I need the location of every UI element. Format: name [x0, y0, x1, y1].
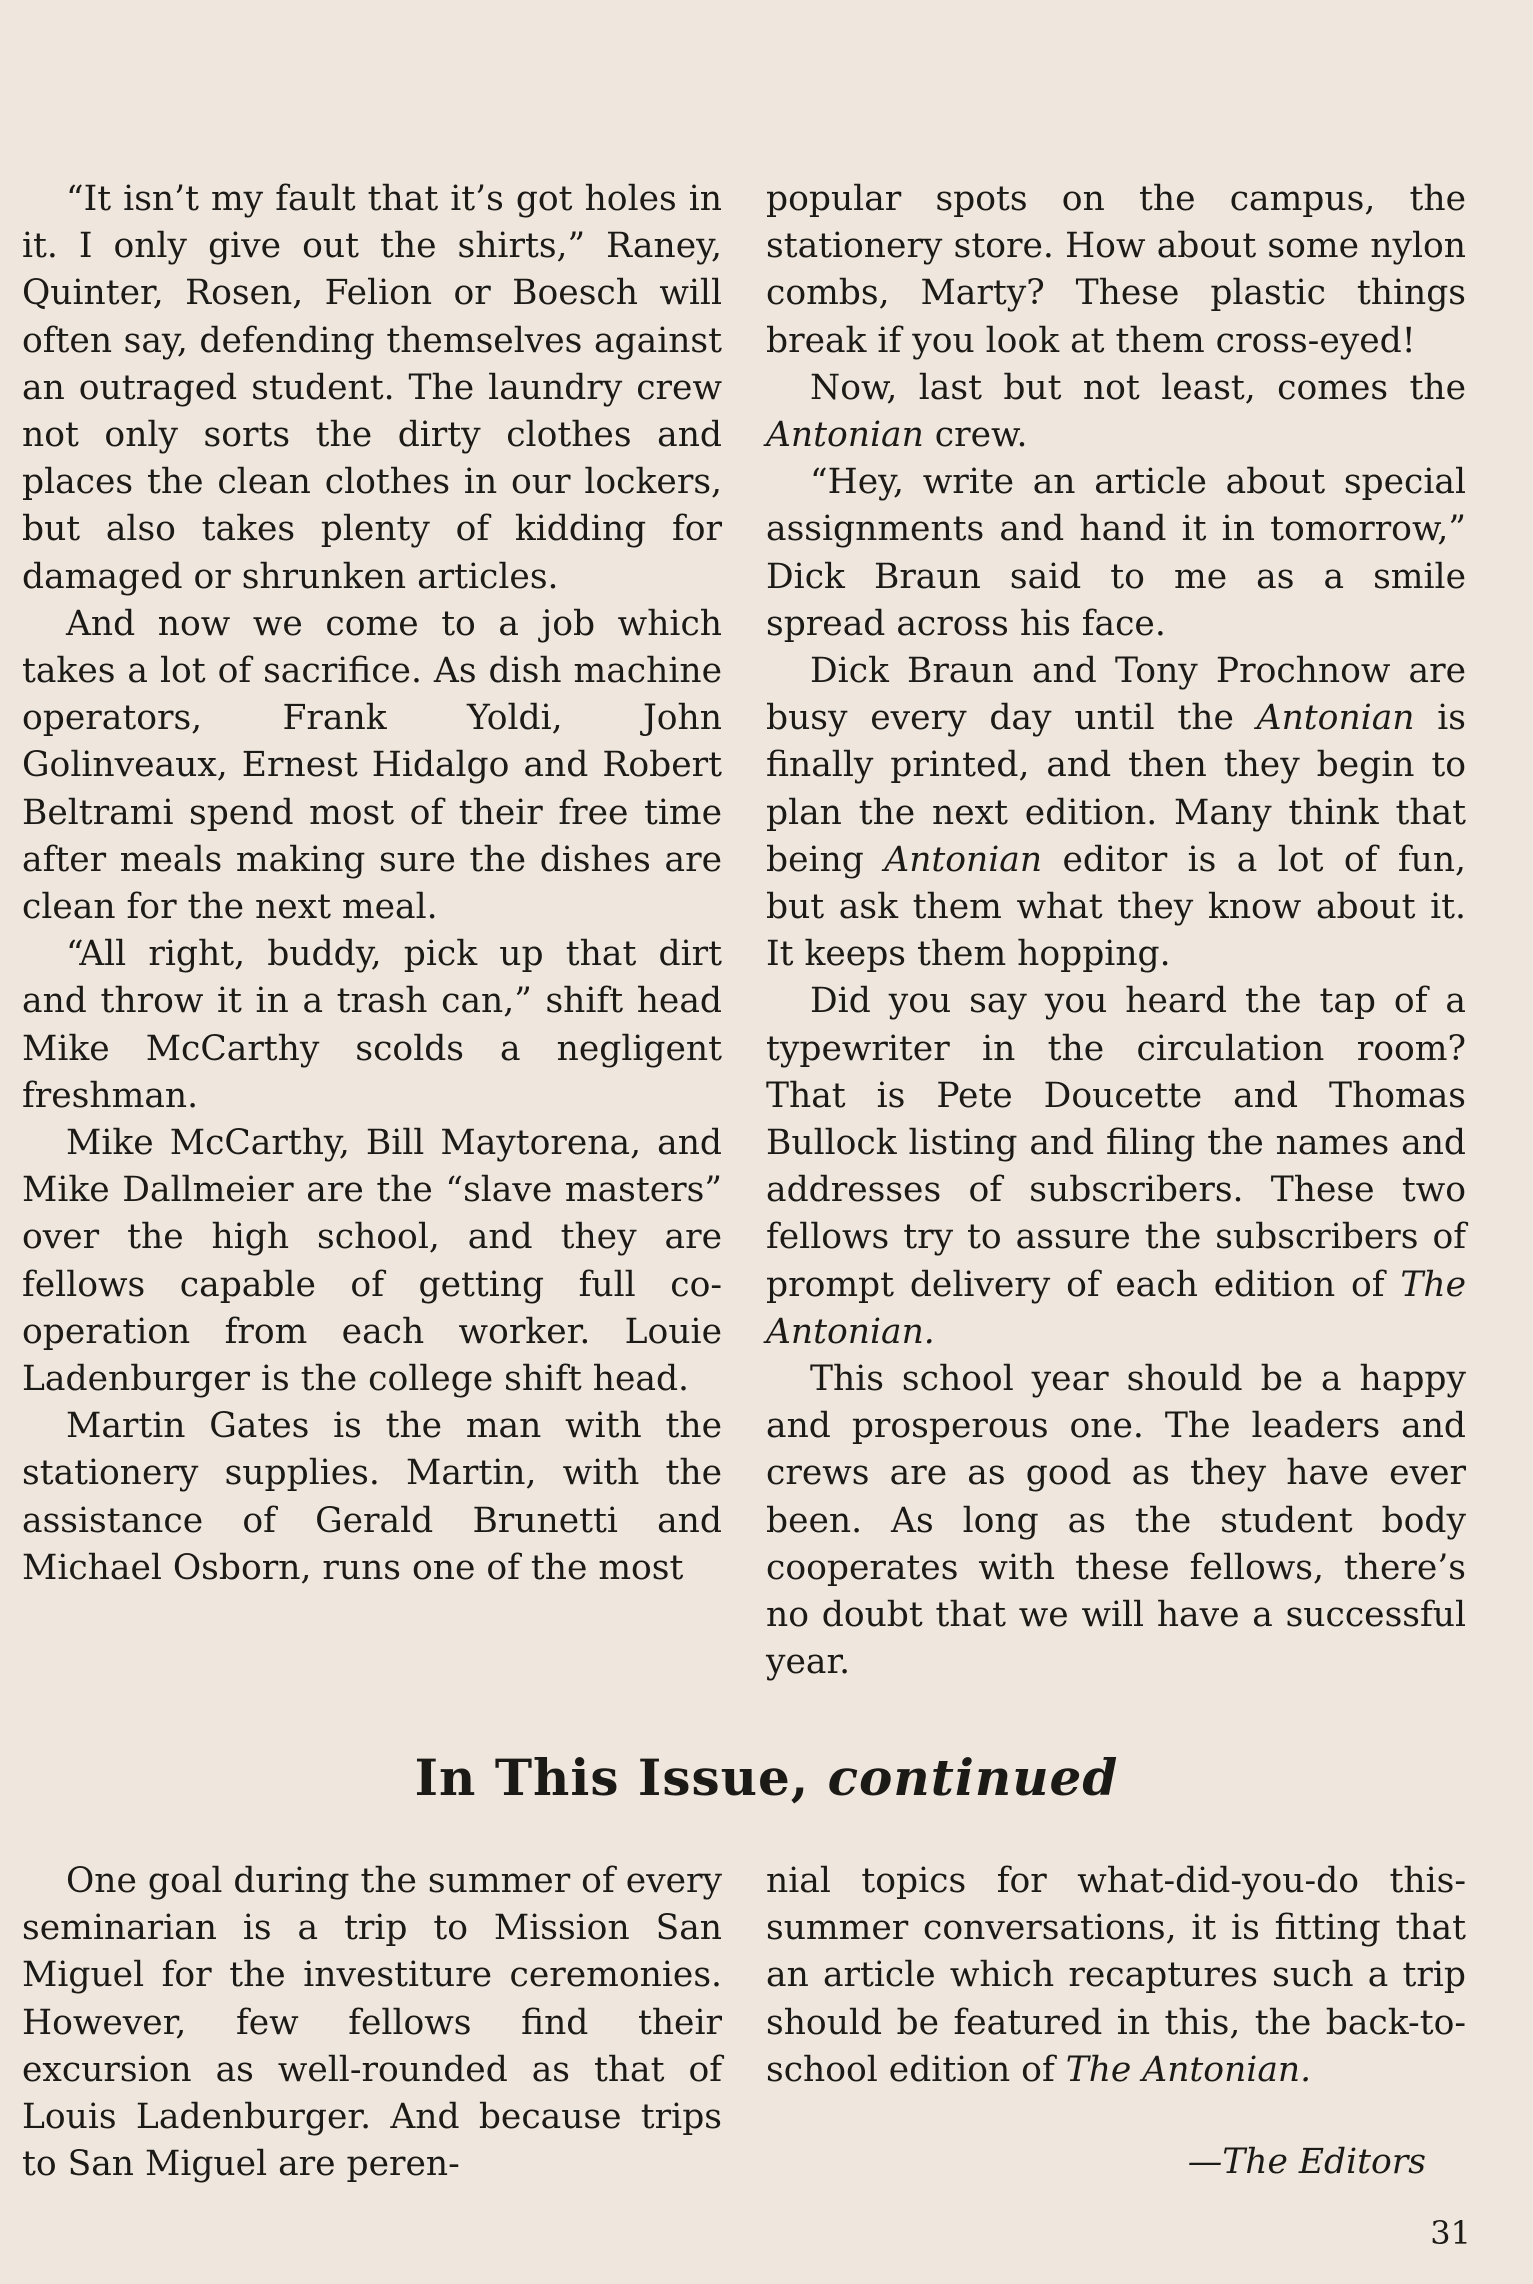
bottom-right-column — [766, 1858, 1466, 2094]
italic-title: The Antonian. — [766, 1264, 1466, 1352]
text-run: And now we come to a job which takes a lot of sacrifice. As dish machine operators, Frank Yoldi, John Golinveaux, Ernest Hidalgo and Robert Beltrami spend most of their free time after meals making sure the dishes are clean for the next meal. — [22, 603, 722, 928]
text-run: One goal during the summer of every seminarian is a trip to Mission San Miguel for the investiture ceremonies. However, few fellows find their excursion as well-rounded as that of Louis Ladenburger. And because trips to San Miguel are peren- — [22, 1861, 722, 2185]
text-run: crew. — [923, 415, 1028, 456]
paragraph — [22, 601, 722, 931]
paragraph — [22, 1120, 722, 1403]
text-run: is finally printed, and then they begin to plan the next edition. Many think that being — [766, 698, 1466, 880]
italic-title: Antonian — [1256, 698, 1415, 739]
text-run: Martin Gates is the man with the stationery supplies. Martin, with the assistance of Gerald Brunetti and Michael Osborn, runs one of the most — [22, 1406, 722, 1588]
paragraph — [766, 1858, 1466, 2094]
editors-signature: —The Editors — [1187, 2142, 1426, 2182]
paragraph — [22, 176, 722, 601]
bottom-left-column — [22, 1858, 722, 2188]
paragraph — [766, 176, 1466, 365]
section-heading — [0, 1748, 1533, 1807]
paragraph — [766, 459, 1466, 648]
paragraph — [22, 1858, 722, 2188]
heading-main: In This Issue, — [414, 1748, 828, 1807]
italic-title: Antonian — [766, 415, 924, 456]
italic-title: Antonian — [884, 839, 1043, 880]
text-run: Now, last but not least, comes the — [810, 367, 1466, 408]
text-run: nial topics for what-did-you-do this-summer conversations, it is fitting that an article which recaptures such a trip should be featured in this, the back-to-school edition of — [766, 1861, 1466, 2090]
top-right-column — [766, 176, 1466, 1687]
paragraph — [766, 365, 1466, 459]
text-run: Mike McCarthy, Bill Maytorena, and Mike Dallmeier are the “slave masters” over the high school, and they are fellows capable of getting full co-operation from each worker. Louie Ladenburger is the college shift head. — [22, 1123, 722, 1400]
page-number: 31 — [1430, 2214, 1471, 2252]
text-run: Did you say you heard the tap of a typewriter in the circulation room? That is Pete Doucette and Thomas Bullock listing and filing the names and addresses of subscribers. These two fellows try to assure the subscribers of prompt delivery of each edition of — [766, 981, 1466, 1305]
italic-title: The Antonian. — [1065, 2049, 1312, 2090]
text-run: editor is a lot of fun, but ask them what they know about it. It keeps them hopping. — [766, 839, 1467, 975]
text-run: “All right, buddy, pick up that dirt and throw it in a trash can,” shift head Mike McCarthy scolds a negligent freshman. — [22, 934, 722, 1116]
text-run: “It isn’t my fault that it’s got holes in it. I only give out the shirts,” Raney, Quinter, Rosen, Felion or Boesch will often say, defending themselves against an outraged student. The laundry crew not only sorts the dirty clothes and places the clean clothes in our lockers, but also takes plenty of kidding for damaged or shrunken articles. — [22, 179, 722, 597]
top-left-column — [22, 176, 722, 1592]
text-run: popular spots on the campus, the stationery store. How about some nylon combs, Marty? These plastic things break if you look at them cross-eyed! — [766, 179, 1466, 361]
heading-italic: continued — [827, 1748, 1119, 1807]
paragraph — [22, 931, 722, 1120]
text-run: “Hey, write an article about special assignments and hand it in tomorrow,” Dick Braun said to me as a smile spread across his face. — [766, 462, 1466, 644]
paragraph — [766, 648, 1466, 978]
text-run: Dick Braun and Tony Prochnow are busy every day until the — [766, 651, 1466, 739]
paragraph — [22, 1403, 722, 1592]
text-run: This school year should be a happy and prosperous one. The leaders and crews are as good as they have ever been. As long as the student body cooperates with these fellows, there’s no doubt that we will have a successful year. — [766, 1359, 1466, 1683]
paragraph — [766, 978, 1466, 1356]
paragraph — [766, 1356, 1466, 1686]
